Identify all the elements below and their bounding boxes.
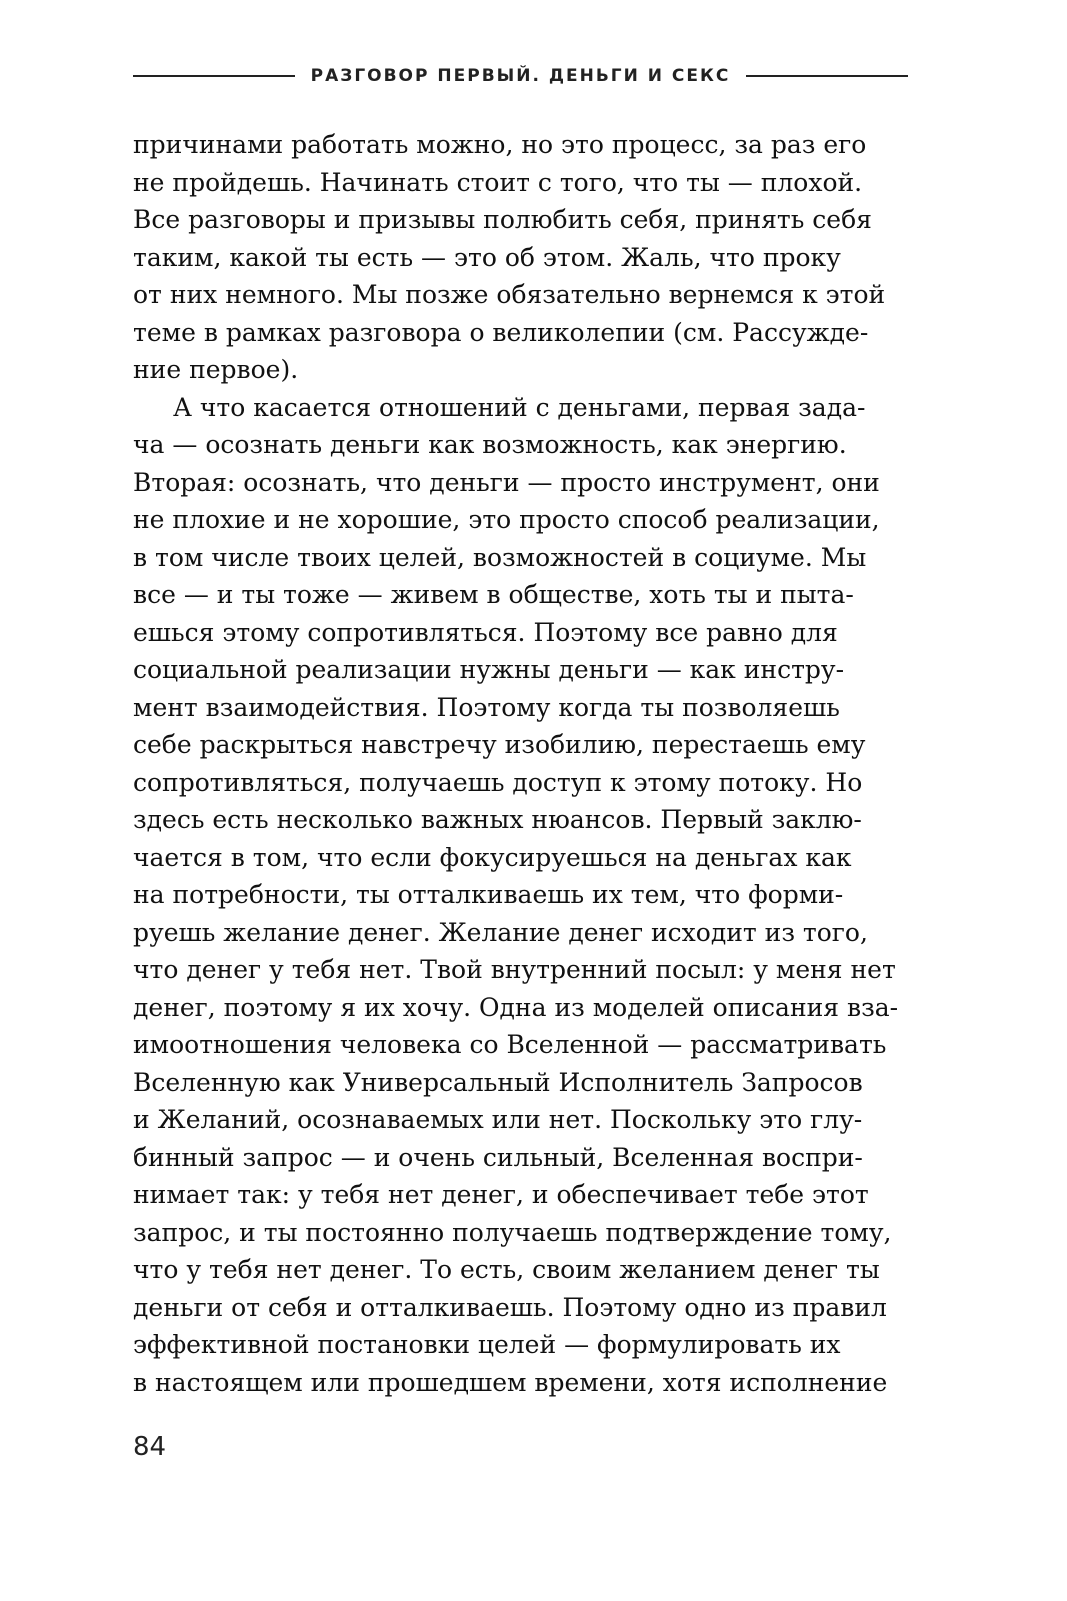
text-line: что у тебя нет денег. То есть, своим желанием денег ты xyxy=(133,1255,880,1284)
page-number: 84 xyxy=(133,1432,167,1462)
text-line: причинами работать можно, но это процесс, за раз его xyxy=(133,130,867,159)
body-text xyxy=(133,126,908,1401)
text-line: здесь есть несколько важных нюансов. Первый заклю- xyxy=(133,805,862,834)
text-line: чается в том, что если фокусируешься на деньгах как xyxy=(133,842,852,872)
text-line: ние первое). xyxy=(133,355,299,384)
text-line: себе раскрыться навстречу изобилию, перестаешь ему xyxy=(133,730,866,759)
text-line: на потребности, ты отталкиваешь их тем, что форми- xyxy=(133,880,844,909)
running-head xyxy=(133,62,908,90)
text-line: таким, какой ты есть — это об этом. Жаль, что проку xyxy=(133,242,841,272)
text-line: эффективной постановки целей — формулировать их xyxy=(133,1330,841,1359)
text-line: денег, поэтому я их хочу. Одна из моделей описания вза- xyxy=(133,992,899,1022)
text-line: ча — осознать деньги как возможность, как энергию. xyxy=(133,430,847,459)
text-line: от них немного. Мы позже обязательно вернемся к этой xyxy=(133,280,886,309)
text-line: имоотношения человека со Вселенной — рассматривать xyxy=(133,1030,887,1059)
text-line: Вторая: осознать, что деньги — просто инструмент, они xyxy=(133,467,880,497)
text-line: руешь желание денег. Желание денег исходит из того, xyxy=(133,917,868,947)
text-line: бинный запрос — и очень сильный, Вселенная воспри- xyxy=(133,1142,863,1172)
text-line: Вселенную как Универсальный Исполнитель Запросов xyxy=(133,1067,863,1097)
text-line: и Желаний, осознаваемых или нет. Поскольку это глу- xyxy=(133,1105,863,1134)
text-line: ешься этому сопротивляться. Поэтому все равно для xyxy=(133,617,838,647)
text-line: что денег у тебя нет. Твой внутренний посыл: у меня нет xyxy=(133,955,896,984)
text-line: в том числе твоих целей, возможностей в социуме. Мы xyxy=(133,542,867,572)
running-head-rule-right xyxy=(746,75,908,77)
text-line: социальной реализации нужны деньги — как инстру- xyxy=(133,655,845,684)
text-line: сопротивляться, получаешь доступ к этому потоку. Но xyxy=(133,767,863,797)
running-head-rule-left xyxy=(133,75,295,77)
text-line: деньги от себя и отталкиваешь. Поэтому одно из правил xyxy=(133,1292,887,1322)
running-head-title: РАЗГОВОР ПЕРВЫЙ. ДЕНЬГИ И СЕКС xyxy=(310,66,731,86)
text-line: нимает так: у тебя нет денег, и обеспечивает тебе этот xyxy=(133,1180,869,1209)
paragraph-first-line: А что касается отношений с деньгами, первая зада- xyxy=(173,392,866,422)
text-line: в настоящем или прошедшем времени, хотя исполнение xyxy=(133,1367,888,1397)
text-line: не пройдешь. Начинать стоит с того, что ты — плохой. xyxy=(133,167,863,197)
text-line: Все разговоры и призывы полюбить себя, принять себя xyxy=(133,205,872,234)
text-line: запрос, и ты постоянно получаешь подтверждение тому, xyxy=(133,1217,892,1247)
text-line: мент взаимодействия. Поэтому когда ты позволяешь xyxy=(133,692,840,722)
text-line: не плохие и не хорошие, это просто способ реализации, xyxy=(133,505,880,534)
text-line: все — и ты тоже — живем в обществе, хоть ты и пыта- xyxy=(133,580,854,609)
text-line: теме в рамках разговора о великолепии (см. Рассужде- xyxy=(133,317,869,347)
